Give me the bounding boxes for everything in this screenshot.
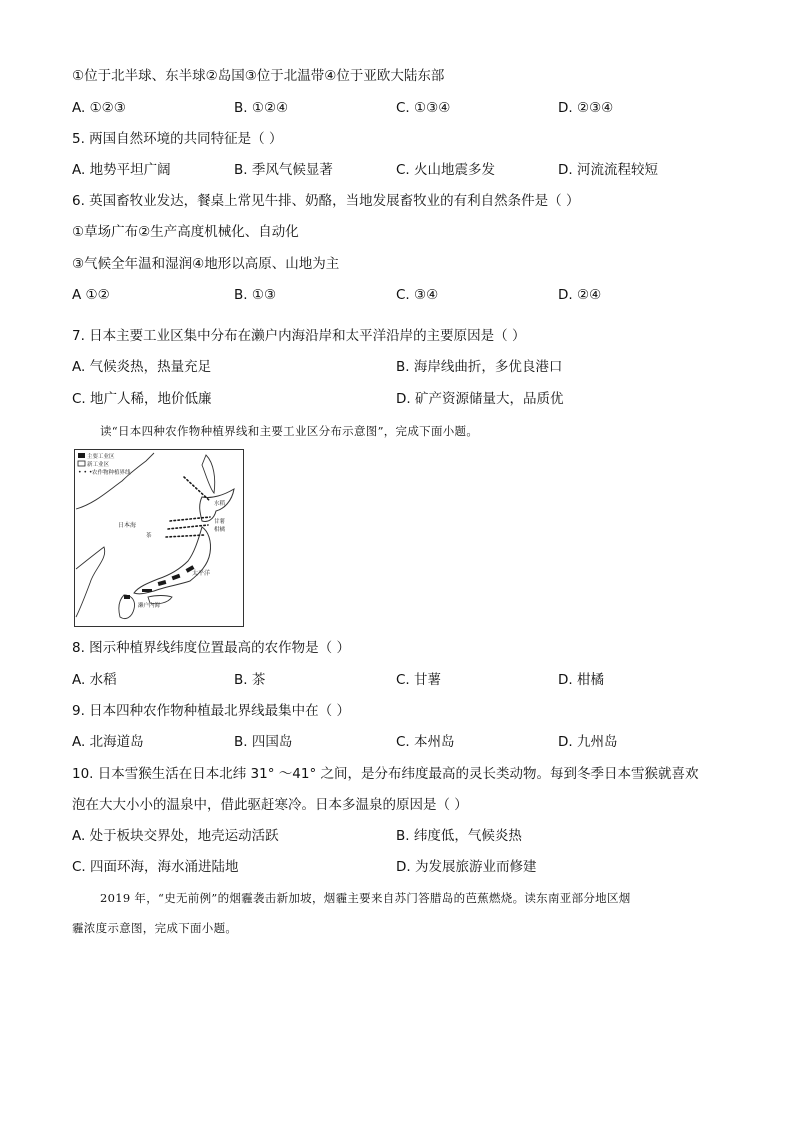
map-intro: 读“日本四种农作物种植界线和主要工业区分布示意图”，完成下面小题。 bbox=[100, 424, 479, 438]
q5-stem: 5. 两国自然环境的共同特征是（ ） bbox=[72, 131, 283, 147]
label-cha: 茶 bbox=[146, 533, 152, 539]
legend-main: 主要工业区 bbox=[87, 454, 115, 460]
q7-option-c[interactable]: C. 地广人稀，地价低廉 bbox=[72, 391, 212, 407]
q6-option-c[interactable]: C. ③④ bbox=[396, 287, 439, 303]
q5-option-a[interactable]: A. 地势平坦广阔 bbox=[72, 162, 171, 178]
q9-option-c[interactable]: C. 本州岛 bbox=[396, 734, 455, 750]
q9-option-b[interactable]: B. 四国岛 bbox=[234, 734, 293, 750]
q10-option-b[interactable]: B. 纬度低，气候炎热 bbox=[396, 828, 522, 844]
q6-stem: 6. 英国畜牧业发达，餐桌上常见牛排、奶酪，当地发展畜牧业的有利自然条件是（ ） bbox=[72, 193, 580, 209]
q6-option-b[interactable]: B. ①③ bbox=[234, 287, 277, 303]
q10-option-d[interactable]: D. 为发展旅游业而修建 bbox=[396, 859, 537, 875]
q6-option-a[interactable]: A ①② bbox=[72, 287, 110, 303]
japan-crop-map bbox=[74, 449, 244, 627]
label-setonaikai: 濑户内海 bbox=[138, 603, 161, 609]
q4-option-b[interactable]: B. ①②④ bbox=[234, 100, 289, 116]
label-shuidao: 水稻 bbox=[214, 501, 226, 507]
q8-option-d[interactable]: D. 柑橘 bbox=[558, 672, 604, 688]
legend-swatch-new bbox=[78, 461, 85, 466]
q8-option-a[interactable]: A. 水稻 bbox=[72, 672, 117, 688]
label-ganju: 柑橘 bbox=[214, 527, 226, 533]
q4-option-a[interactable]: A. ①②③ bbox=[72, 100, 126, 116]
q6-option-d[interactable]: D. ②④ bbox=[558, 287, 602, 303]
q4-option-c[interactable]: C. ①③④ bbox=[396, 100, 451, 116]
q5-option-d[interactable]: D. 河流流程较短 bbox=[558, 162, 658, 178]
legend-line-swatch: • • • bbox=[78, 469, 93, 476]
q6-statements-line2: ③气候全年温和湿润④地形以高原、山地为主 bbox=[72, 256, 340, 272]
q4-statements: ①位于北半球、东半球②岛国③位于北温带④位于亚欧大陆东部 bbox=[72, 68, 445, 84]
haze-intro-line1: 2019 年，“史无前例”的烟霾袭击新加坡，烟霾主要来自苏门答腊岛的芭蕉燃烧。读东南亚部分地区烟 bbox=[100, 891, 631, 905]
label-sea-of-japan: 日本海 bbox=[118, 522, 137, 529]
q9-option-d[interactable]: D. 九州岛 bbox=[558, 734, 618, 750]
q4-option-d[interactable]: D. ②③④ bbox=[558, 100, 614, 116]
q6-statements-line1: ①草场广布②生产高度机械化、自动化 bbox=[72, 224, 299, 240]
legend-line: 农作物种植界线 bbox=[92, 470, 131, 476]
q7-stem: 7. 日本主要工业区集中分布在濑户内海沿岸和太平洋沿岸的主要原因是（ ） bbox=[72, 328, 526, 344]
q5-option-b[interactable]: B. 季风气候显著 bbox=[234, 162, 333, 178]
legend-new: 新工业区 bbox=[87, 462, 110, 468]
q10-stem-line2: 泡在大大小小的温泉中，借此驱赶寒冷。日本多温泉的原因是（ ） bbox=[72, 797, 468, 813]
haze-intro-line2: 霾浓度示意图，完成下面小题。 bbox=[72, 921, 238, 935]
industry-kitakyushu bbox=[124, 595, 130, 599]
q8-option-b[interactable]: B. 茶 bbox=[234, 672, 266, 688]
q5-option-c[interactable]: C. 火山地震多发 bbox=[396, 162, 496, 178]
q8-option-c[interactable]: C. 甘薯 bbox=[396, 672, 442, 688]
q10-option-c[interactable]: C. 四面环海，海水涌进陆地 bbox=[72, 859, 239, 875]
q10-stem-line1: 10. 日本雪猴生活在日本北纬 31° ～41° 之间，是分布纬度最高的灵长类动物。每到冬季日本雪猴就喜欢 bbox=[72, 766, 699, 782]
label-ganshu: 甘薯 bbox=[214, 519, 226, 525]
q8-stem: 8. 图示种植界线纬度位置最高的农作物是（ ） bbox=[72, 640, 350, 656]
industry-setouchi bbox=[142, 589, 152, 592]
q9-option-a[interactable]: A. 北海道岛 bbox=[72, 734, 144, 750]
q7-option-a[interactable]: A. 气候炎热，热量充足 bbox=[72, 359, 212, 375]
q10-option-a[interactable]: A. 处于板块交界处，地壳运动活跃 bbox=[72, 828, 279, 844]
q7-option-d[interactable]: D. 矿产资源储量大，品质优 bbox=[396, 391, 564, 407]
legend-swatch-main bbox=[78, 453, 85, 458]
label-pacific: 太平洋 bbox=[192, 570, 211, 577]
q9-stem: 9. 日本四种农作物种植最北界线最集中在（ ） bbox=[72, 703, 350, 719]
q7-option-b[interactable]: B. 海岸线曲折，多优良港口 bbox=[396, 359, 563, 375]
